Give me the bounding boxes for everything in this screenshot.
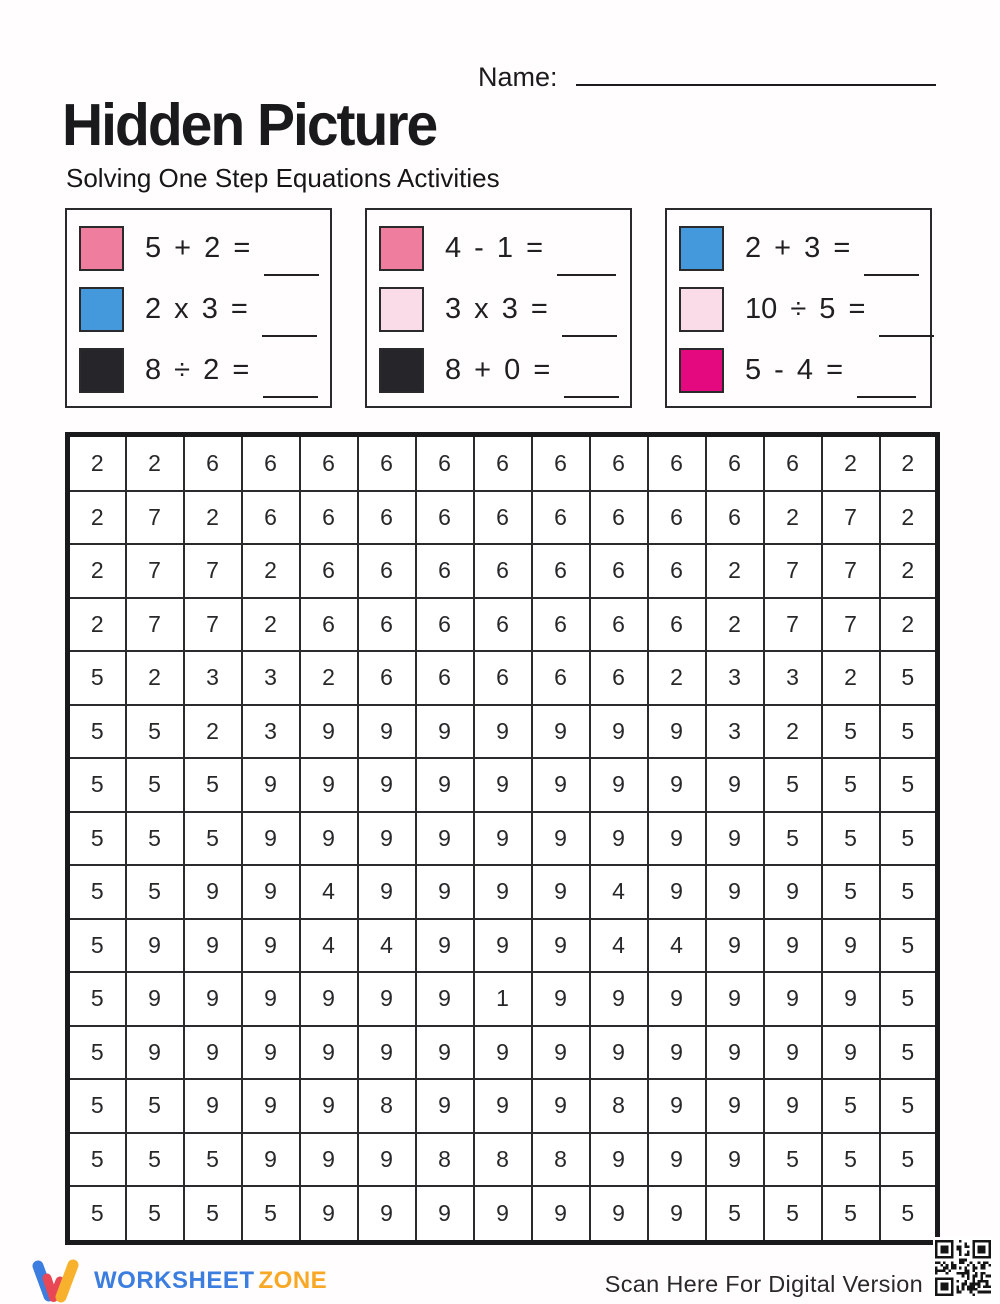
- grid-cell: 7: [822, 598, 880, 651]
- grid-row: [68, 1079, 938, 1132]
- grid-cell: 2: [880, 435, 938, 491]
- grid-row: [68, 705, 938, 758]
- grid-cell: 9: [416, 1186, 474, 1242]
- grid-cell: 9: [358, 705, 416, 758]
- name-row: [478, 56, 936, 93]
- grid-cell: 6: [416, 544, 474, 597]
- grid-cell: 5: [764, 1133, 822, 1186]
- grid-cell: 9: [590, 1133, 648, 1186]
- answer-blank-line: [564, 396, 619, 398]
- grid-cell: 9: [822, 1026, 880, 1079]
- grid-cell: 2: [880, 544, 938, 597]
- grid-cell: 9: [358, 1026, 416, 1079]
- grid-cell: 9: [358, 812, 416, 865]
- grid-cell: 8: [474, 1133, 532, 1186]
- grid-cell: 9: [358, 1186, 416, 1242]
- grid-cell: 6: [590, 435, 648, 491]
- grid-cell: 5: [68, 812, 126, 865]
- grid-cell: 6: [474, 435, 532, 491]
- grid-cell: 9: [532, 758, 590, 811]
- equation-text: 2 x 3 =: [145, 292, 248, 325]
- grid-cell: 9: [532, 1186, 590, 1242]
- number-grid-body: [68, 435, 938, 1243]
- grid-cell: 9: [822, 972, 880, 1025]
- key-entry: [79, 347, 318, 393]
- key-entry: [679, 347, 918, 393]
- grid-cell: 9: [184, 865, 242, 918]
- grid-row: [68, 1186, 938, 1242]
- grid-cell: 5: [880, 1026, 938, 1079]
- grid-cell: 2: [300, 651, 358, 704]
- grid-cell: 5: [184, 1186, 242, 1242]
- grid-cell: 9: [532, 1026, 590, 1079]
- grid-cell: 9: [532, 919, 590, 972]
- grid-cell: 7: [822, 544, 880, 597]
- grid-cell: 6: [532, 435, 590, 491]
- grid-cell: 9: [648, 865, 706, 918]
- grid-cell: 2: [822, 651, 880, 704]
- grid-cell: 9: [358, 758, 416, 811]
- grid-cell: 3: [764, 651, 822, 704]
- grid-cell: 5: [880, 1079, 938, 1132]
- grid-cell: 6: [764, 435, 822, 491]
- grid-cell: 2: [68, 491, 126, 544]
- grid-cell: 9: [590, 758, 648, 811]
- grid-cell: 2: [706, 544, 764, 597]
- grid-cell: 5: [68, 758, 126, 811]
- grid-cell: 9: [706, 812, 764, 865]
- grid-row: [68, 1026, 938, 1079]
- grid-cell: 6: [358, 435, 416, 491]
- grid-cell: 9: [300, 812, 358, 865]
- grid-row: [68, 758, 938, 811]
- grid-cell: 2: [822, 435, 880, 491]
- grid-cell: 6: [358, 651, 416, 704]
- grid-cell: 5: [126, 705, 184, 758]
- grid-cell: 9: [706, 1079, 764, 1132]
- answer-blank-line: [857, 396, 916, 398]
- grid-cell: 5: [822, 1186, 880, 1242]
- grid-cell: 5: [68, 1186, 126, 1242]
- grid-cell: 9: [242, 865, 300, 918]
- grid-cell: 9: [648, 758, 706, 811]
- grid-cell: 9: [126, 919, 184, 972]
- grid-cell: 9: [706, 1026, 764, 1079]
- grid-cell: 9: [590, 812, 648, 865]
- grid-cell: 5: [880, 705, 938, 758]
- grid-cell: 5: [68, 865, 126, 918]
- hidden-picture-grid: [65, 432, 940, 1245]
- name-label: Name:: [478, 62, 558, 92]
- grid-row: [68, 812, 938, 865]
- grid-cell: 2: [242, 598, 300, 651]
- grid-cell: 9: [184, 1079, 242, 1132]
- grid-row: [68, 598, 938, 651]
- grid-cell: 5: [822, 1133, 880, 1186]
- grid-cell: 5: [126, 1186, 184, 1242]
- grid-cell: 9: [706, 919, 764, 972]
- grid-cell: 9: [474, 919, 532, 972]
- grid-cell: 5: [126, 812, 184, 865]
- grid-cell: 9: [764, 919, 822, 972]
- grid-cell: 5: [880, 1133, 938, 1186]
- grid-cell: 6: [590, 598, 648, 651]
- grid-cell: 2: [880, 491, 938, 544]
- grid-cell: 7: [764, 598, 822, 651]
- key-entry: [379, 225, 618, 271]
- grid-cell: 7: [126, 598, 184, 651]
- equation-text: 5 + 2 =: [145, 231, 251, 264]
- grid-cell: 2: [880, 598, 938, 651]
- grid-cell: 9: [590, 705, 648, 758]
- grid-cell: 9: [300, 1079, 358, 1132]
- grid-cell: 7: [764, 544, 822, 597]
- grid-cell: 5: [880, 865, 938, 918]
- grid-cell: 9: [822, 919, 880, 972]
- key-box: [65, 208, 332, 408]
- grid-row: [68, 435, 938, 491]
- answer-blank-line: [557, 274, 616, 276]
- grid-cell: 9: [184, 972, 242, 1025]
- grid-cell: 9: [126, 972, 184, 1025]
- grid-cell: 5: [822, 1079, 880, 1132]
- grid-cell: 9: [764, 972, 822, 1025]
- grid-cell: 5: [822, 758, 880, 811]
- grid-cell: 6: [416, 435, 474, 491]
- grid-cell: 5: [764, 758, 822, 811]
- grid-cell: 3: [242, 651, 300, 704]
- grid-cell: 7: [126, 544, 184, 597]
- color-swatch: [79, 226, 124, 271]
- grid-cell: 9: [648, 1026, 706, 1079]
- grid-cell: 3: [706, 651, 764, 704]
- grid-cell: 9: [590, 972, 648, 1025]
- grid-cell: 6: [706, 435, 764, 491]
- grid-cell: 2: [126, 651, 184, 704]
- grid-cell: 2: [764, 491, 822, 544]
- grid-cell: 6: [532, 598, 590, 651]
- grid-cell: 9: [590, 1186, 648, 1242]
- grid-cell: 5: [822, 865, 880, 918]
- grid-cell: 5: [68, 1026, 126, 1079]
- grid-cell: 6: [358, 598, 416, 651]
- key-entry: [679, 286, 918, 332]
- grid-cell: 2: [648, 651, 706, 704]
- grid-cell: 5: [184, 1133, 242, 1186]
- grid-cell: 9: [358, 972, 416, 1025]
- grid-cell: 9: [300, 1133, 358, 1186]
- grid-cell: 9: [242, 1079, 300, 1132]
- grid-cell: 9: [590, 1026, 648, 1079]
- grid-cell: 8: [590, 1079, 648, 1132]
- logo-text-zone: ZONE: [258, 1267, 328, 1294]
- grid-cell: 6: [706, 491, 764, 544]
- grid-cell: 6: [648, 544, 706, 597]
- grid-cell: 5: [880, 1186, 938, 1242]
- grid-cell: 9: [474, 1186, 532, 1242]
- grid-cell: 9: [416, 812, 474, 865]
- answer-blank-line: [262, 335, 317, 337]
- grid-cell: 6: [416, 491, 474, 544]
- grid-cell: 6: [532, 491, 590, 544]
- grid-cell: 9: [764, 865, 822, 918]
- grid-cell: 5: [68, 705, 126, 758]
- grid-cell: 6: [474, 598, 532, 651]
- grid-cell: 9: [764, 1026, 822, 1079]
- grid-row: [68, 1133, 938, 1186]
- grid-cell: 9: [416, 919, 474, 972]
- equation-text: 10 ÷ 5 =: [745, 292, 866, 325]
- equation-text: 8 + 0 =: [445, 353, 551, 386]
- qr-code-pattern: [935, 1239, 991, 1297]
- grid-cell: 9: [474, 1079, 532, 1132]
- equation-text: 5 - 4 =: [745, 353, 844, 386]
- answer-blank-line: [264, 274, 319, 276]
- answer-blank-line: [263, 396, 318, 398]
- grid-cell: 4: [300, 865, 358, 918]
- grid-cell: 5: [880, 972, 938, 1025]
- grid-cell: 6: [300, 598, 358, 651]
- equation-text: 3 x 3 =: [445, 292, 548, 325]
- grid-cell: 9: [126, 1026, 184, 1079]
- grid-cell: 9: [416, 758, 474, 811]
- grid-cell: 6: [358, 491, 416, 544]
- grid-cell: 1: [474, 972, 532, 1025]
- logo-text-worksheet: WORKSHEET: [94, 1267, 255, 1294]
- grid-cell: 5: [68, 1133, 126, 1186]
- grid-cell: 9: [416, 865, 474, 918]
- grid-cell: 9: [532, 1079, 590, 1132]
- grid-cell: 9: [242, 812, 300, 865]
- color-swatch: [79, 287, 124, 332]
- grid-cell: 5: [822, 812, 880, 865]
- key-entry: [79, 286, 318, 332]
- key-box: [365, 208, 632, 408]
- grid-row: [68, 919, 938, 972]
- grid-cell: 5: [880, 919, 938, 972]
- grid-cell: 5: [242, 1186, 300, 1242]
- grid-cell: 9: [474, 865, 532, 918]
- answer-blank-line: [879, 335, 934, 337]
- grid-cell: 6: [358, 544, 416, 597]
- grid-cell: 9: [242, 972, 300, 1025]
- grid-row: [68, 544, 938, 597]
- grid-cell: 5: [184, 812, 242, 865]
- grid-row: [68, 972, 938, 1025]
- grid-cell: 9: [300, 1186, 358, 1242]
- grid-cell: 9: [474, 758, 532, 811]
- grid-cell: 6: [300, 491, 358, 544]
- grid-cell: 9: [416, 705, 474, 758]
- grid-cell: 9: [648, 1079, 706, 1132]
- grid-cell: 9: [242, 1133, 300, 1186]
- grid-row: [68, 865, 938, 918]
- grid-cell: 7: [822, 491, 880, 544]
- key-entry: [679, 225, 918, 271]
- scan-here-text: Scan Here For Digital Version: [604, 1271, 923, 1297]
- grid-cell: 5: [68, 972, 126, 1025]
- grid-cell: 6: [474, 651, 532, 704]
- grid-cell: 4: [590, 919, 648, 972]
- color-swatch: [679, 348, 724, 393]
- grid-cell: 9: [300, 972, 358, 1025]
- grid-cell: 6: [474, 544, 532, 597]
- grid-cell: 9: [474, 812, 532, 865]
- grid-cell: 3: [706, 705, 764, 758]
- color-swatch: [379, 287, 424, 332]
- grid-cell: 5: [880, 758, 938, 811]
- grid-cell: 6: [242, 435, 300, 491]
- grid-cell: 5: [126, 865, 184, 918]
- color-swatch: [679, 226, 724, 271]
- grid-cell: 9: [706, 1133, 764, 1186]
- grid-cell: 9: [474, 705, 532, 758]
- grid-cell: 6: [300, 544, 358, 597]
- equation-text: 4 - 1 =: [445, 231, 544, 264]
- grid-cell: 6: [648, 491, 706, 544]
- grid-cell: 6: [590, 491, 648, 544]
- grid-cell: 9: [184, 919, 242, 972]
- grid-cell: 9: [532, 705, 590, 758]
- grid-cell: 8: [416, 1133, 474, 1186]
- grid-cell: 9: [242, 919, 300, 972]
- grid-cell: 9: [532, 812, 590, 865]
- grid-cell: 9: [532, 865, 590, 918]
- grid-cell: 3: [184, 651, 242, 704]
- page-subtitle: Solving One Step Equations Activities: [66, 163, 500, 193]
- number-grid: [65, 432, 940, 1245]
- answer-blank-line: [562, 335, 617, 337]
- answer-blank-line: [864, 274, 919, 276]
- grid-cell: 9: [416, 1079, 474, 1132]
- grid-cell: 6: [416, 651, 474, 704]
- grid-cell: 6: [532, 544, 590, 597]
- equation-text: 2 + 3 =: [745, 231, 851, 264]
- grid-cell: 9: [648, 1186, 706, 1242]
- grid-cell: 3: [242, 705, 300, 758]
- grid-cell: 2: [242, 544, 300, 597]
- grid-cell: 2: [764, 705, 822, 758]
- grid-cell: 9: [416, 1026, 474, 1079]
- grid-cell: 6: [590, 651, 648, 704]
- key-entry: [379, 286, 618, 332]
- grid-cell: 4: [590, 865, 648, 918]
- grid-cell: 5: [764, 1186, 822, 1242]
- grid-cell: 4: [648, 919, 706, 972]
- grid-cell: 9: [474, 1026, 532, 1079]
- grid-cell: 9: [648, 705, 706, 758]
- grid-cell: 9: [358, 1133, 416, 1186]
- grid-cell: 9: [764, 1079, 822, 1132]
- color-key-section: [65, 208, 932, 408]
- grid-row: [68, 491, 938, 544]
- grid-cell: 9: [648, 1133, 706, 1186]
- logo-text: [94, 1267, 327, 1295]
- grid-cell: 5: [764, 812, 822, 865]
- grid-cell: 6: [300, 435, 358, 491]
- grid-cell: 5: [68, 1079, 126, 1132]
- grid-cell: 5: [126, 1079, 184, 1132]
- grid-cell: 9: [648, 972, 706, 1025]
- grid-cell: 9: [300, 1026, 358, 1079]
- grid-cell: 8: [532, 1133, 590, 1186]
- grid-cell: 9: [416, 972, 474, 1025]
- key-entry: [379, 347, 618, 393]
- grid-cell: 9: [706, 865, 764, 918]
- grid-cell: 5: [126, 758, 184, 811]
- color-swatch: [379, 348, 424, 393]
- color-swatch: [79, 348, 124, 393]
- grid-cell: 4: [358, 919, 416, 972]
- grid-cell: 5: [822, 705, 880, 758]
- grid-cell: 4: [300, 919, 358, 972]
- grid-row: [68, 651, 938, 704]
- grid-cell: 8: [358, 1079, 416, 1132]
- grid-cell: 9: [242, 1026, 300, 1079]
- grid-cell: 6: [590, 544, 648, 597]
- grid-cell: 9: [706, 972, 764, 1025]
- grid-cell: 2: [68, 544, 126, 597]
- grid-cell: 6: [242, 491, 300, 544]
- grid-cell: 2: [68, 435, 126, 491]
- color-swatch: [679, 287, 724, 332]
- grid-cell: 7: [184, 544, 242, 597]
- grid-cell: 9: [358, 865, 416, 918]
- key-entry: [79, 225, 318, 271]
- grid-cell: 2: [706, 598, 764, 651]
- page-title: Hidden Picture: [62, 91, 437, 159]
- grid-cell: 9: [300, 758, 358, 811]
- grid-cell: 5: [184, 758, 242, 811]
- grid-cell: 5: [880, 812, 938, 865]
- grid-cell: 7: [126, 491, 184, 544]
- grid-cell: 9: [300, 705, 358, 758]
- grid-cell: 6: [648, 435, 706, 491]
- grid-cell: 9: [706, 758, 764, 811]
- grid-cell: 6: [416, 598, 474, 651]
- name-blank-line: [576, 56, 936, 86]
- worksheetzone-w-icon: [28, 1258, 84, 1304]
- qr-code-icon: [933, 1237, 993, 1299]
- grid-cell: 2: [126, 435, 184, 491]
- grid-cell: 6: [184, 435, 242, 491]
- grid-cell: 5: [68, 919, 126, 972]
- color-swatch: [379, 226, 424, 271]
- grid-cell: 5: [880, 651, 938, 704]
- grid-cell: 6: [648, 598, 706, 651]
- key-box: [665, 208, 932, 408]
- grid-cell: 5: [126, 1133, 184, 1186]
- grid-cell: 6: [474, 491, 532, 544]
- grid-cell: 2: [184, 491, 242, 544]
- grid-cell: 9: [242, 758, 300, 811]
- grid-cell: 2: [68, 598, 126, 651]
- grid-cell: 5: [68, 651, 126, 704]
- worksheetzone-logo: [28, 1258, 327, 1304]
- grid-cell: 9: [648, 812, 706, 865]
- grid-cell: 2: [184, 705, 242, 758]
- equation-text: 8 ÷ 2 =: [145, 353, 250, 386]
- grid-cell: 7: [184, 598, 242, 651]
- grid-cell: 5: [706, 1186, 764, 1242]
- grid-cell: 9: [184, 1026, 242, 1079]
- grid-cell: 6: [532, 651, 590, 704]
- grid-cell: 9: [532, 972, 590, 1025]
